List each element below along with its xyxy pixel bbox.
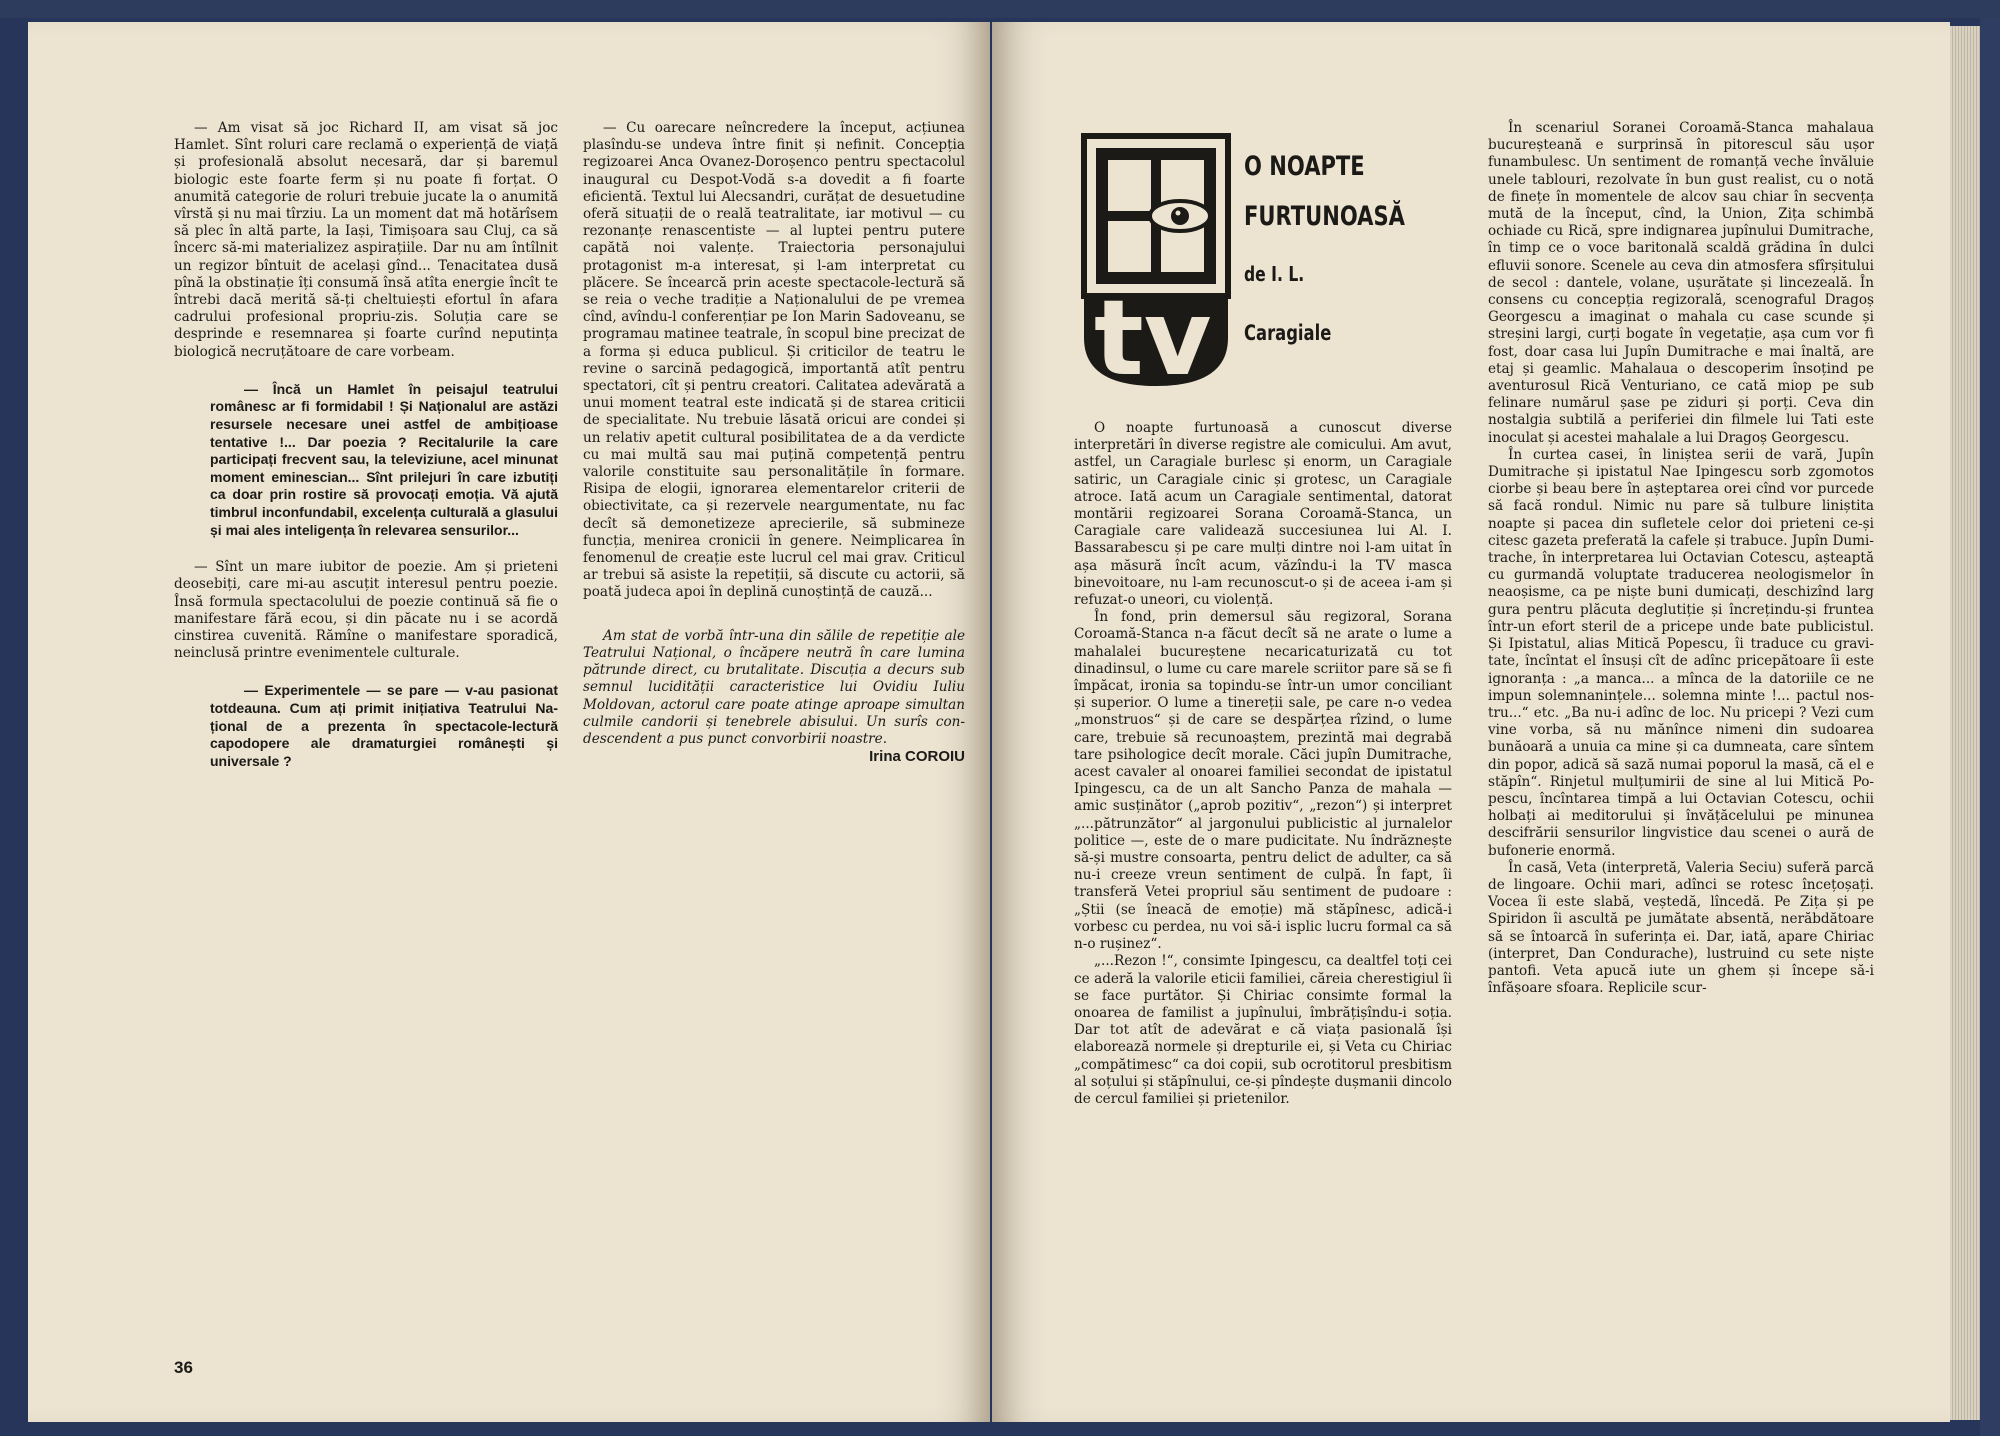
author-signature: Irina COROIU bbox=[869, 748, 965, 766]
paragraph: — Sînt un mare iubitor de poezie. Am și prieteni deosebiți, care mi-au ascuțit interesul pentru poezie. Însă formula spectacolului de poezie continuă să fie o manifestare fără ecou, și din păcate nu i se acordă cinstirea cuvenită. Rămîne o manifestare sporadică, neinclusă printre evenimentele culturale. bbox=[174, 559, 558, 662]
paragraph: În casă, Veta (interpretă, Valeria Seciu) suferă parcă de lingoare. Ochii mari, adînci se rotesc încețoșați. Vocea îi este slabă, veștedă, lîncedă. Pe Zița și pe Spiridon îi ascultă pe jumătate absentă, nerăbdătoare să se întoarcă în suferința ei. Dar, iată, apare Chiriac (interpret, Dan Condurache), lustruind cu sete niște pantofi. Veta apucă iute un ghem și începe să-i înfășoare sfoara. Replicile scur- bbox=[1488, 859, 1874, 997]
paragraph: — Cu oarecare neîncredere la început, acțiunea plasîndu-se undeva între finit și nefinit. Concepția regizoarei Anca Ovanez-Doroșenco pentru spectacolul inaugural cu Despot-Vodă s-a dovedit a fi foarte eficientă. Textul lui Alecsandri, curățat de desuetudine oferă situații de o reală teatralitate, iar motivul — cu rezonanțe renascentiste — al luptei pentru putere capătă noi valențe. Traiectoria personajului protagonist m-a interesat, și l-am interpretat cu plăcere. Se încearcă prin aceste spectacole-lectură să se reia o veche tradiție a Naționalului de pe vremea cînd, avîndu-l conferențiar pe Ion Marin Sadoveanu, se programau matinee teatrale, în scopul bine precizat de a forma și educa publicul. Și criticilor de teatru le revine o sarcină pedagogică, importantă atît pentru spectatori, cît și pentru creatori. Calitatea adevărată a unui moment teatral este indicată și de starea criticii de specialitate. Nu trebuie lăsată oricui are condei și un relativ apetit cultural posibilitatea de a da verdicte cu mai multă sau mai puțină competență pentru valorile constituite sau personalitățile în formare. Risipa de elogii, ignorarea elementarelor criterii de obiectivitate, ca și rezervele neargumentate, nu fac decît să demonetizeze aprecierile, să submineze funcția, menirea cronicii în genere. Neimplicarea în fenomenul de creație este lucrul cel mai grav. Criticul ar trebui să asiste la repetiții, să discute cu actorii, să poată judeca apoi în deplină cunoștință de cauză... bbox=[583, 120, 965, 601]
left-column-2 bbox=[583, 120, 965, 765]
right-column-1 bbox=[1074, 420, 1452, 1108]
interview-question: — Experimentele — se pare — v-au pasionat totdeauna. Cum ați primit inițiativa Teatrului Național de a prezenta în spectacole-lectură capodopere ale dramaturgiei românești și universale ? bbox=[210, 682, 558, 769]
tv-logo bbox=[1080, 132, 1232, 390]
page-number: 36 bbox=[174, 1358, 193, 1377]
paragraph: În scenariul Soranei Coroamă-Stanca mahalaua bucureșteană e surprinsă în pitorescul său ușor funambulesc. Un sentiment de romanță veche învăluie unele tablouri, rezolvate în bun gust realist, cu o notă de finețe în momentele de alcov sau chiar în secvența mută de la început, cînd, la Union, Zița schimbă ochiade cu Rică, spre indignarea jupînului Dumitrache, în timp ce o voce baritonală scaldă grădina în dulci efluvii sonore. Scenele au ceva din atmosfera sfîrșitului de secol : dantele, volane, ușurătate și lincezeală. În consens cu concepția regizorală, scenograful Dragoș Georgescu a imaginat o mahala cu case scunde și streșini largi, curți bogate în vegetație, așa cum vor fi fost, doar casa lui Jupîn Dumitrache e mai înaltă, are etaj și geamlic. Mahalaua o descoperim însoțind pe aventurosul Rică Venturiano, ce cată miop pe sub felinare numărul șase pe ziduri și porți. Ceva din nostalgia subtilă a periferiei din filmele lui Tati este inoculat și acestei mahalale a lui Dragoș Georgescu. bbox=[1488, 120, 1874, 446]
paragraph: „...Rezon !“, consimte Ipingescu, ca dealtfel toți cei ce aderă la valorile eticii familiei, căreia cherestigiul îi se face purtător. Și Chiriac consimte formal la onoarea de familist a jupînului, îmbrățișîndu-i soția. Dar tot atît de adevărat e că viața pasională își elaborează normele și drepturile ei, și Veta cu Chiriac „compătimesc“ ca doi copii, sub ocrotitorul presbitism al soțului și stăpînului, ce-și pîndește dușmanii dincolo de cercul familiei și prietenilor. bbox=[1074, 953, 1452, 1107]
tv-letters: tv bbox=[1094, 277, 1212, 390]
left-column-1 bbox=[174, 120, 558, 790]
title-line-2: FURTUNOASĂ bbox=[1244, 201, 1405, 232]
interview-question: — Încă un Hamlet în peisajul teatrului românesc ar fi formidabil ! Și Naționalul are astăzi resursele necesare unei astfel de ambițioase tentative !... Dar poezia ? Recitalurile la care participați frecvent sau, la televiziune, acel minunat moment eminescian... Sînt prilejuri în care izbutiți ca doar prin rostire să provocați emoția. Vă ajută timbrul inconfundabil, excelența culturală a glasului și mai ales inteligența în relevarea sensurilor... bbox=[210, 380, 558, 538]
title-author-line-1: de I. L. bbox=[1244, 262, 1305, 286]
closing-note: Am stat de vorbă într-una din sălile de repetiție ale Teatrului Național, o încăpere neutră în care lumina pătrunde direct, cu brutalitate. Discuția a decurs sub semnul lucidității caracteristice lui Ovidiu Iuliu Moldovan, actorul care poate atinge aproape simultan culmile candorii și tenebrele abisului. Un surîs condescendent a pus punct convorbirii noastre. bbox=[583, 627, 965, 747]
paragraph: O noapte furtunoasă a cunoscut diverse interpretări în diverse registre ale comicului. Am avut, astfel, un Caragiale burlesc și enorm, un Caragiale satiric, un Caragiale cinic și grotesc, un Caragiale atroce. Iată acum un Caragiale sentimental, datorat montării regizoarei Sorana Coroamă-Stanca, un Caragiale care validează succesiunea lui Al. I. Bassarabescu și pe care mulți dintre noi l-am uitat în așa măsură încît acum, văzîndu-i la TV masca binevoitoare, nu l-am recunoscut-o și de aceea i-am și refuzat-o uneori, cu violență. bbox=[1074, 420, 1452, 609]
eye-icon bbox=[1150, 201, 1210, 231]
article-title bbox=[1244, 142, 1405, 358]
left-page bbox=[28, 22, 990, 1422]
paragraph: În curtea casei, în liniștea serii de vară, Jupîn Dumitrache și ipistatul Nae Ipingescu sorb zgomotos ciorbe și beau bere în așteptarea orei cînd vor purcede să facă rondul. Nimic nu pare să tulbure liniștita noapte și pacea din sufletele celor doi prieteni ce-și citesc gazeta preferată la cafele și trabuce. Jupîn Dumitrache, în interpretarea lui Octavian Cotescu, așteaptă cu gurmandă voluptate traducerea neologismelor în neaoșisme, ca pe niște buni dumicați, deschizînd larg gura pentru plăcuta deglutiție și încrețindu-și fruntea într-un efort steril de a pricepe unde bate publicistul. Și Ipistatul, alias Mitică Popescu, îi traduce cu gravitate, încîntat el însuși cît de adînc pricepătoare îi este ignoranța : „a manca... a mînca de la datoriile ce ne impun solemnanințele... solemna minte !... pactul nostru...“ etc. „Ba nu-i adînc de loc. Nu pricepi ? Vezi cum vine vorba, să nu mănînce nimeni din sudoarea bunăoară a unuia ca mine și ca dumneata, care sîntem din popor, adică să sază numai poporul la masă, că el e stăpîn“. Rinjetul mulțumirii de sine al lui Mitică Popescu, încîntarea timpă a lui Octavian Cotescu, ochii holbați ai meditorului și învățăcelului pe minunea descifrării sensurilor lingvistice dau scenei o aură de bufonerie enormă. bbox=[1488, 446, 1874, 859]
paragraph: — Am visat să joc Richard II, am visat să joc Hamlet. Sînt roluri care reclamă o experiență de viață și profesională absolut necesară, dar și baremul biologic este foarte ferm și nu poate fi forțat. O anumită categorie de roluri trebuie jucate la o anumită vîrstă și nu mai tîrziu. La un moment dat mă hotărîsem să plec în altă parte, la Iași, Timișoara sau Cluj, ca să încerc să-mi materializez aspirațiile. Dar nu am întîlnit un regizor bîntuit de același gînd... Tenacitatea dusă pînă la obstinație îți consumă însă atîta energie încît te întrebi dacă merită să-ți cheltuiești efortul în afara cadrului profesional propriu-zis. Soluția care se desprinde e resemnarea și foarte curînd neputința biologică necruțătoare de care vorbeam. bbox=[174, 120, 558, 360]
title-author-line-2: Caragiale bbox=[1244, 321, 1332, 345]
right-page bbox=[992, 22, 1950, 1422]
page-edges bbox=[1950, 26, 1980, 1420]
title-line-1: O NOAPTE bbox=[1244, 151, 1365, 182]
paragraph: În fond, prin demersul său regizoral, Sorana Coroamă-Stanca n-a făcut decît să ne arate o lume a mahalalei bucureștene necaricaturizată cu tot dinadinsul, o lume cu care marele scriitor pare să se fi împăcat, ironia sa topindu-se într-un umor conciliant și superior. O lume a tinereții sale, pe care n-o vedea „monstruos“ și de care se despărțea rîzind, o lume care, trebuie să recunoaștem, prezintă mai degrabă tare psihologice decît morale. Căci jupîn Dumitrache, acest cavaler al onoarei familiei secondat de ipistatul Ipingescu, ca de un alt Sancho Panza de mahala — amic susținător („aprob pozitiv“, „rezon“) și interpret „...pătrunzător“ al jargonului publicistic al jurnalelor politice —, este de o mare pudicitate. Nu îndrăznește să-și mustre consoarta, pentru delict de adulter, ca să nu-i creeze vreun sentiment de culpă. În fapt, îi transferă Vetei propriul său sentiment de pudoare : „Știi (se îneacă de emoție) mă stăpînesc, adică-i vorbesc cu perdea, nu voi să-i isplic lucru formal ca să n-o rușinez“. bbox=[1074, 609, 1452, 953]
right-column-2 bbox=[1488, 120, 1874, 997]
cover-edge bbox=[1980, 18, 2000, 1436]
